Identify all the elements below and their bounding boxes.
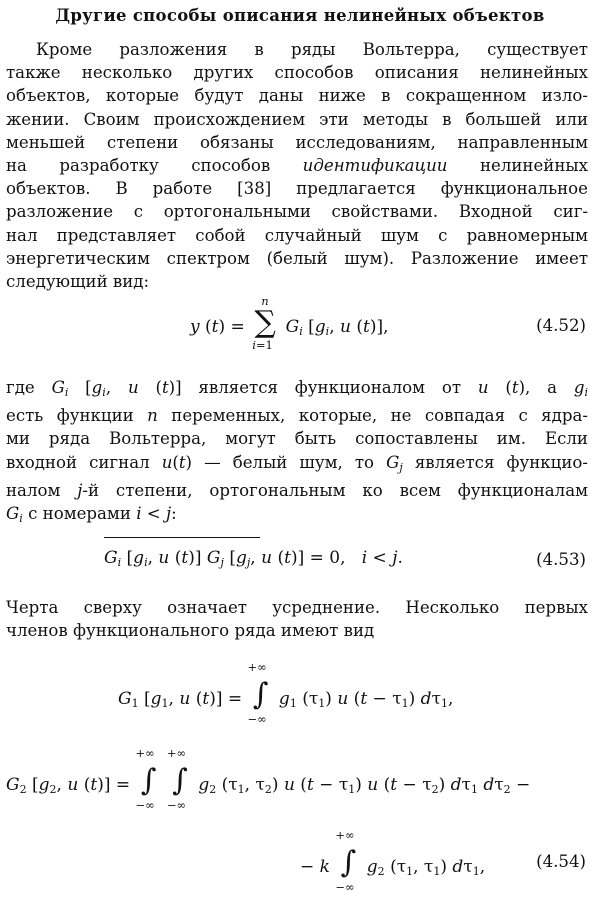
average-overline [104,537,260,538]
equation-number: (4.54) [536,852,586,871]
paragraph-intro [6,38,588,293]
text-line: $G_i$ с номерами i < j: [6,504,177,526]
text-line: где $G_i$ [$g_i$, u (t)] является функционалом от u (t), а $g_i$ [6,378,589,399]
section-heading: Другие способы описания нелинейных объектов [55,6,545,25]
equation-g2: $G_2$ [$g_2$, u (t)] = +∞ ∫ −∞ +∞ ∫ −∞ $g_2$ ($\tau_1$, $\tau_2$) u $(t - \tau_1)$ u $(t - \tau_2)$ $d\tau_1$ $d\tau_2$ − [6,746,531,812]
text-line: членов функционального ряда имеют вид [6,621,375,641]
equation-4-53: $G_i$ [$g_i$, u (t)] $G_j$ [$g_j$, u (t)] = 0, i < j. [104,548,403,569]
text-line: Черта сверху означает усреднение. Несколько первых [6,598,588,617]
text-line: разложение с ортогональными свойствами. Входной сиг- [6,202,588,222]
equation-4-52: y (t) = n ∑ i=1 $G_i$ [$g_i$, u (t)], [190,294,389,352]
text-line: ми ряда Вольтерра, могут быть сопоставлены им. Если [6,429,588,449]
text-line: нал представляет собой случайный шум с равномерным [6,225,588,245]
text-line: налом j-й степени, ортогональным ко всем функционалам [6,480,588,500]
text-line: жении. Своим происхождением эти методы в большей или [6,109,588,129]
text-line: Кроме разложения в ряды Вольтерра, существует [36,40,588,59]
paragraph-average [6,596,588,642]
equation-g2-continuation: − k +∞ ∫ −∞ $g_2$ ($\tau_1$, $\tau_1$) $d\tau_1$, [300,828,486,894]
equation-number: (4.53) [536,550,586,569]
paragraph-explanation [6,376,588,530]
text-line: есть функции n переменных, которые, не совпадая с ядра- [6,406,588,426]
text-line: на разработку способов идентификации нелинейных [6,156,588,176]
text-line: также несколько других способов описания нелинейных [6,63,588,83]
text-line: объектов, которые будут даны ниже в сокращенном изло- [6,86,588,106]
text-line: входной сигнал u(t) — белый шум, то $G_j$ является функцио- [6,452,588,474]
text-line: энергетическим спектром (белый шум). Разложение имеет [6,248,588,268]
text-line: следующий вид: [6,272,150,292]
equation-g1: $G_1$ [$g_1$, u (t)] = +∞ ∫ −∞ $g_1$ $(\tau_1)$ u $(t - \tau_1)$ $d\tau_1$, [118,660,454,726]
text-line: объектов. В работе [38] предлагается функциональное [6,179,588,199]
equation-number: (4.52) [536,316,586,335]
text-line: меньшей степени обязаны исследованиям, направленным [6,132,588,152]
